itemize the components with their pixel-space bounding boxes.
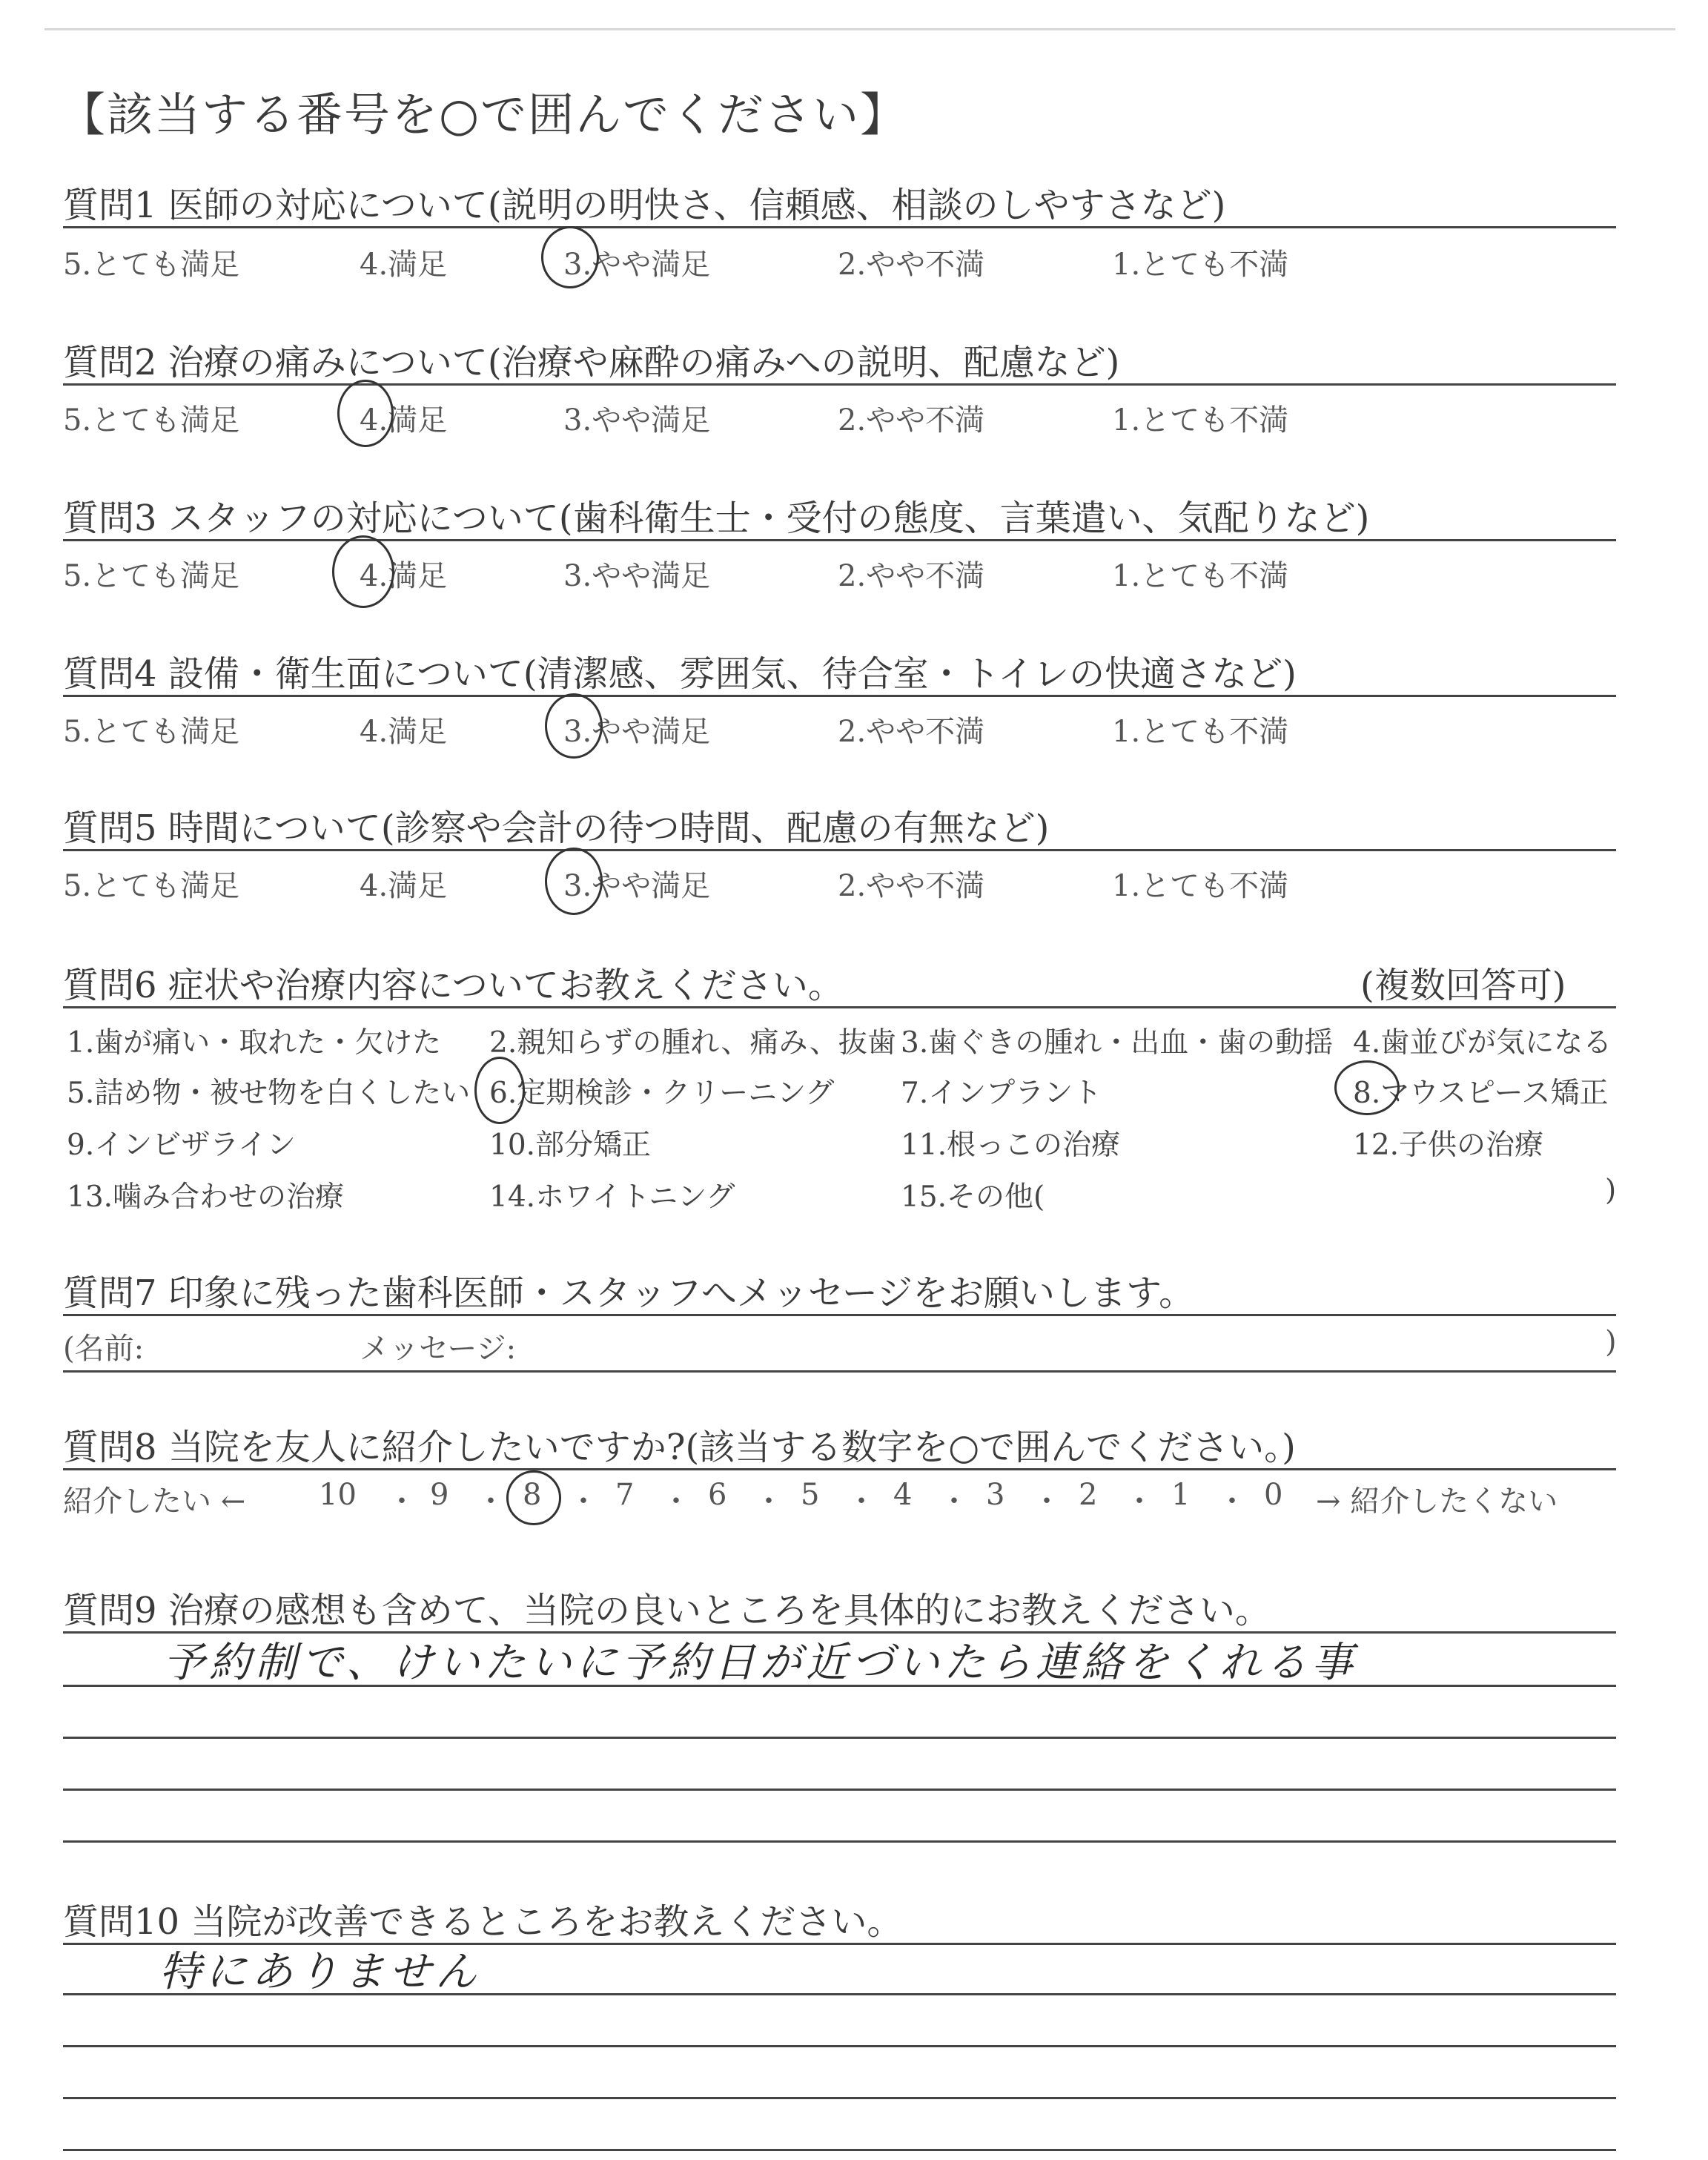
q5-heading: 質問5 時間について(診察や会計の待つ時間、配慮の有無など) [63,807,1050,849]
q3-option-3[interactable]: 3.やや満足 [563,559,711,593]
q8-value-3[interactable]: 3 [986,1478,1005,1512]
q3-option-1[interactable]: 1.とても不満 [1112,559,1289,593]
q10-answer-line-1 [63,1993,1616,1995]
q6-other-close: ) [1605,1174,1617,1207]
q6-multiple-note: (複数回答可) [1360,965,1566,1006]
q4-heading: 質問4 設備・衛生面について(清潔感、雰囲気、待合室・トイレの快適さなど) [63,653,1297,695]
q5-option-4[interactable]: 4.満足 [360,869,448,903]
q1-option-3[interactable]: 3.やや満足 [563,248,711,282]
q8-dot: ・ [1032,1484,1062,1519]
page-title: 【該当する番号を○で囲んでください】 [59,87,908,142]
q8-value-4[interactable]: 4 [893,1478,913,1512]
q6-option-6[interactable]: 6.定期検診・クリーニング [489,1077,835,1110]
q8-value-7[interactable]: 7 [615,1478,635,1512]
q1-option-1[interactable]: 1.とても不満 [1112,248,1289,282]
q8-dot: ・ [754,1484,784,1519]
q6-option-1[interactable]: 1.歯が痛い・取れた・欠けた [67,1026,442,1060]
q6-option-3[interactable]: 3.歯ぐきの腫れ・出血・歯の動揺 [901,1026,1334,1060]
q3-option-4[interactable]: 4.満足 [360,559,448,593]
q7-rule [63,1314,1616,1316]
q6-option-11[interactable]: 11.根っこの治療 [901,1129,1121,1162]
q5-option-5[interactable]: 5.とても満足 [63,869,240,903]
q10-answer-line-4 [63,2149,1616,2151]
q2-option-1[interactable]: 1.とても不満 [1112,403,1289,437]
q5-option-2[interactable]: 2.やや不満 [838,869,985,903]
q6-option-15[interactable]: 15.その他( [901,1180,1045,1214]
q1-heading: 質問1 医師の対応について(説明の明快さ、信頼感、相談のしやすさなど) [63,185,1226,226]
q6-heading: 質問6 症状や治療内容についてお教えください。 [63,965,844,1006]
q8-dot: ・ [1125,1484,1154,1519]
q6-option-8[interactable]: 8.マウスピース矯正 [1353,1077,1609,1110]
q10-answer-line-3 [63,2097,1616,2099]
q5-option-3[interactable]: 3.やや満足 [563,869,711,903]
q9-handwritten-answer[interactable]: 予約制で、けいたいに予約日が近づいたら連絡をくれる事 [163,1639,1357,1687]
q9-answer-line-1 [63,1685,1616,1687]
q5-rule [63,849,1616,851]
q6-answer-circle-6 [474,1057,525,1124]
q6-option-13[interactable]: 13.噛み合わせの治療 [67,1180,345,1214]
q6-option-14[interactable]: 14.ホワイトニング [489,1180,735,1214]
q4-option-5[interactable]: 5.とても満足 [63,715,240,749]
q2-answer-circle [337,380,394,447]
q7-answer-rule [63,1370,1616,1373]
q7-message-label: メッセージ: [360,1332,517,1366]
q7-heading: 質問7 印象に残った歯科医師・スタッフへメッセージをお願いします。 [63,1272,1195,1314]
q3-option-2[interactable]: 2.やや不満 [838,559,985,593]
q8-dot: ・ [569,1484,598,1519]
q4-option-2[interactable]: 2.やや不満 [838,715,985,749]
q2-option-5[interactable]: 5.とても満足 [63,403,240,437]
q3-rule [63,539,1616,541]
q6-answer-circle-8 [1334,1060,1400,1115]
q8-answer-circle [506,1470,561,1525]
q2-rule [63,383,1616,386]
q6-option-5[interactable]: 5.詰め物・被せ物を白くしたい [67,1077,471,1110]
q8-value-2[interactable]: 2 [1079,1478,1098,1512]
q8-value-8[interactable]: 8 [523,1478,542,1512]
q8-value-10[interactable]: 10 [319,1478,357,1512]
q6-rule [63,1006,1616,1008]
q1-option-4[interactable]: 4.満足 [360,248,448,282]
q8-value-9[interactable]: 9 [430,1478,449,1512]
q8-value-6[interactable]: 6 [708,1478,727,1512]
q8-dot: ・ [1217,1484,1247,1519]
q8-rule [63,1468,1616,1470]
q8-dot: ・ [939,1484,969,1519]
q8-left-label: 紹介したい ← [63,1484,246,1519]
q4-answer-circle [545,693,603,759]
q4-option-3[interactable]: 3.やや満足 [563,715,711,749]
q1-answer-circle [541,226,599,288]
q9-answer-line-3 [63,1789,1616,1791]
q6-option-9[interactable]: 9.インビザライン [67,1129,297,1162]
q8-value-0[interactable]: 0 [1264,1478,1283,1512]
q10-handwritten-answer[interactable]: 特にありません [159,1948,481,1996]
q4-rule [63,695,1616,697]
q6-option-10[interactable]: 10.部分矯正 [489,1129,652,1162]
q5-answer-circle [545,848,603,915]
q8-heading: 質問8 当院を友人に紹介したいですか?(該当する数字を○で囲んでください。) [63,1427,1296,1468]
q2-option-3[interactable]: 3.やや満足 [563,403,711,437]
q8-dot: ・ [661,1484,691,1519]
q9-answer-line-2 [63,1737,1616,1739]
q6-option-4[interactable]: 4.歯並びが気になる [1353,1026,1612,1060]
q1-option-5[interactable]: 5.とても満足 [63,248,240,282]
q1-option-2[interactable]: 2.やや不満 [838,248,985,282]
q10-answer-line-2 [63,2045,1616,2047]
q8-value-1[interactable]: 1 [1171,1478,1191,1512]
q3-heading: 質問3 スタッフの対応について(歯科衛生士・受付の態度、言葉遣い、気配りなど) [63,498,1370,539]
q1-rule [63,226,1616,228]
q7-close-paren: ) [1605,1325,1617,1359]
q6-option-7[interactable]: 7.インプラント [901,1077,1102,1110]
q9-heading: 質問9 治療の感想も含めて、当院の良いところを具体的にお教えください。 [63,1590,1271,1631]
q6-option-12[interactable]: 12.子供の治療 [1353,1129,1544,1162]
top-border [44,28,1675,30]
q8-right-label: → 紹介したくない [1316,1484,1558,1519]
q8-dot: ・ [476,1484,506,1519]
q8-value-5[interactable]: 5 [801,1478,820,1512]
q2-option-2[interactable]: 2.やや不満 [838,403,985,437]
q7-name-label: (名前: [63,1332,145,1366]
q6-option-2[interactable]: 2.親知らずの腫れ、痛み、抜歯 [489,1026,896,1060]
q5-option-1[interactable]: 1.とても不満 [1112,869,1289,903]
q8-dot: ・ [847,1484,876,1519]
q9-answer-line-4 [63,1840,1616,1843]
q3-answer-circle [332,535,394,608]
q2-option-4[interactable]: 4.満足 [360,403,448,437]
q4-option-4[interactable]: 4.満足 [360,715,448,749]
q10-heading: 質問10 当院が改善できるところをお教えください。 [63,1901,903,1943]
q2-heading: 質問2 治療の痛みについて(治療や麻酔の痛みへの説明、配慮など) [63,342,1120,383]
q4-option-1[interactable]: 1.とても不満 [1112,715,1289,749]
q8-dot: ・ [387,1484,417,1519]
q3-option-5[interactable]: 5.とても満足 [63,559,240,593]
